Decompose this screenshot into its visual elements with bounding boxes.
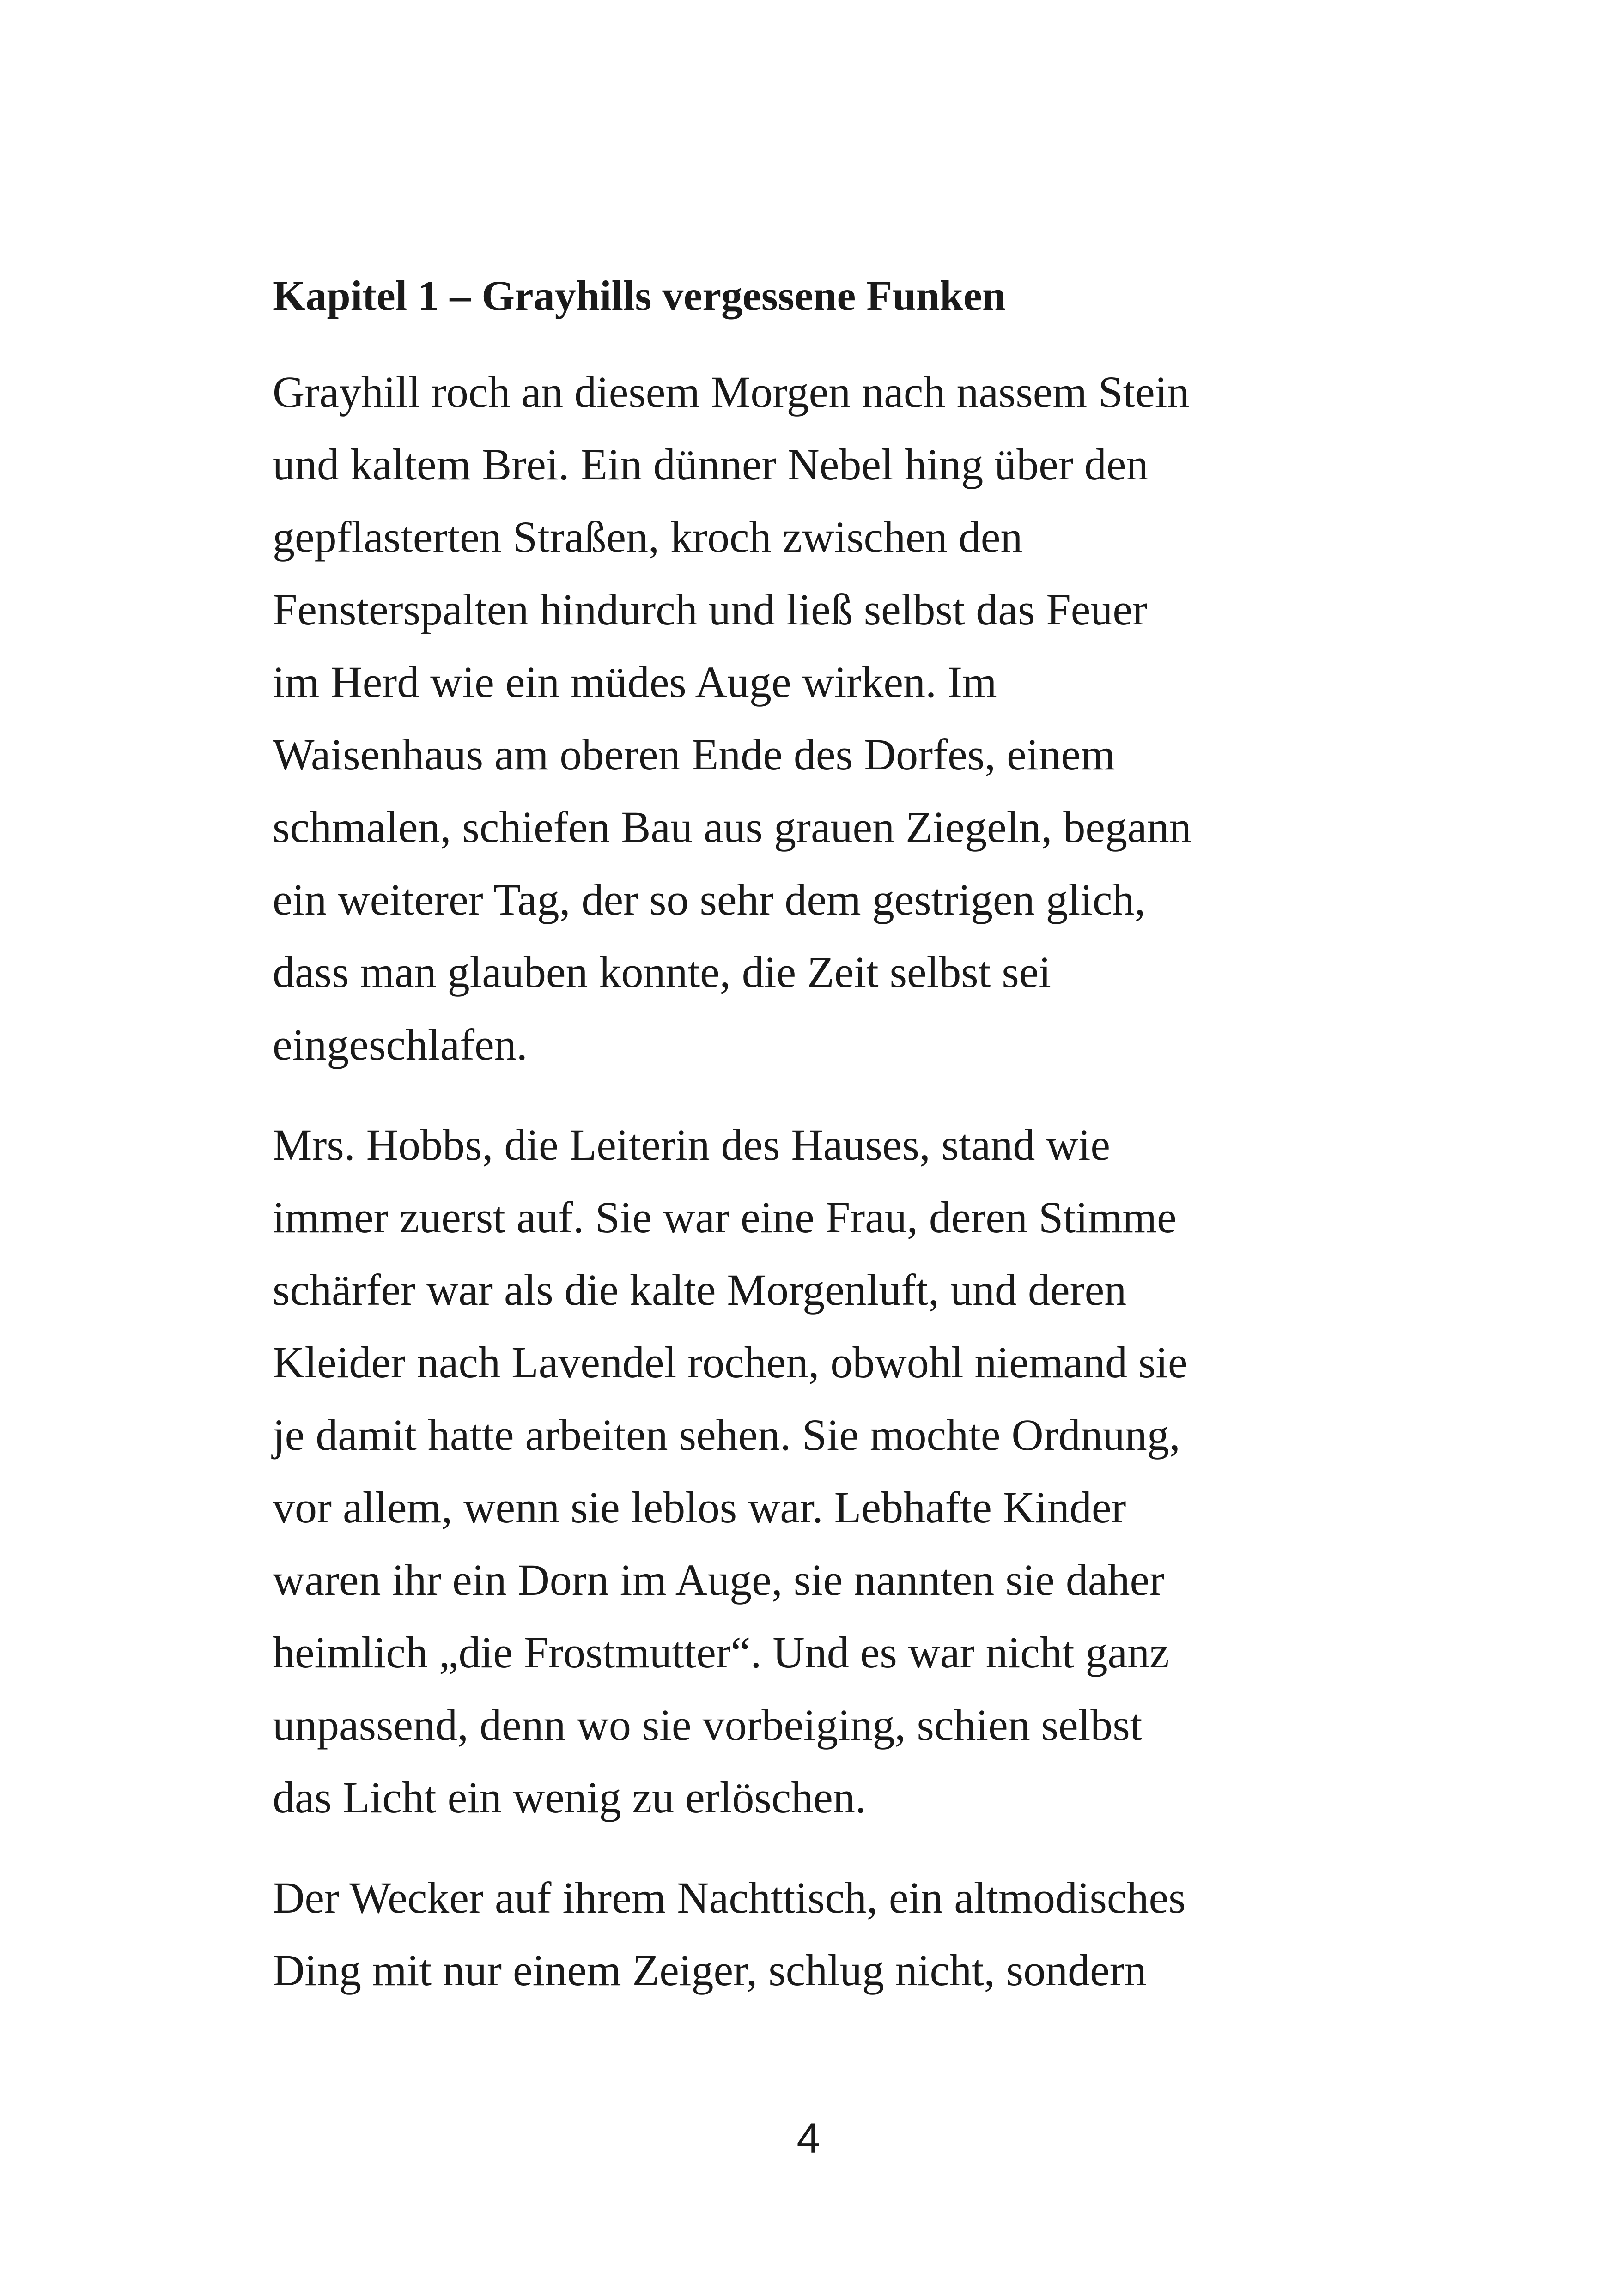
text-line: Mrs. Hobbs, die Leiterin des Hauses, stand wie	[273, 1120, 1110, 1169]
text-line: und kaltem Brei. Ein dünner Nebel hing über den	[273, 440, 1149, 489]
paragraph-2	[273, 1109, 1317, 1834]
text-line: Fensterspalten hindurch und ließ selbst das Feuer	[273, 585, 1147, 634]
text-line: Waisenhaus am oberen Ende des Dorfes, einem	[273, 730, 1115, 779]
paragraph-3	[273, 1861, 1317, 2006]
paragraph-1	[273, 356, 1317, 1081]
text-line: Kleider nach Lavendel rochen, obwohl niemand sie	[273, 1338, 1188, 1387]
text-line: Ding mit nur einem Zeiger, schlug nicht, sondern	[273, 1945, 1147, 1995]
text-line: heimlich „die Frostmutter“. Und es war nicht ganz	[273, 1628, 1169, 1677]
text-line: im Herd wie ein müdes Auge wirken. Im	[273, 657, 997, 707]
chapter-title: Kapitel 1 – Grayhills vergessene Funken	[273, 272, 1006, 319]
text-line: waren ihr ein Dorn im Auge, sie nannten sie daher	[273, 1555, 1165, 1605]
text-line: schärfer war als die kalte Morgenluft, und deren	[273, 1265, 1127, 1315]
text-line: dass man glauben konnte, die Zeit selbst sei	[273, 947, 1051, 997]
text-line: ein weiterer Tag, der so sehr dem gestrigen glich,	[273, 875, 1146, 924]
text-line: unpassend, denn wo sie vorbeiging, schien selbst	[273, 1700, 1143, 1750]
page-content	[273, 268, 1317, 2034]
text-line: Grayhill roch an diesem Morgen nach nassem Stein	[273, 367, 1190, 417]
text-line: vor allem, wenn sie leblos war. Lebhafte Kinder	[273, 1483, 1126, 1532]
text-line: eingeschlafen.	[273, 1020, 528, 1069]
text-line: gepflasterten Straßen, kroch zwischen den	[273, 512, 1023, 562]
text-line: immer zuerst auf. Sie war eine Frau, deren Stimme	[273, 1193, 1177, 1242]
text-line: je damit hatte arbeiten sehen. Sie mochte Ordnung,	[273, 1410, 1180, 1460]
text-line: Der Wecker auf ihrem Nachttisch, ein altmodisches	[273, 1873, 1186, 1922]
text-line: schmalen, schiefen Bau aus grauen Ziegeln, begann	[273, 802, 1191, 852]
page-number: 4	[796, 2115, 821, 2162]
text-line: das Licht ein wenig zu erlöschen.	[273, 1773, 866, 1822]
